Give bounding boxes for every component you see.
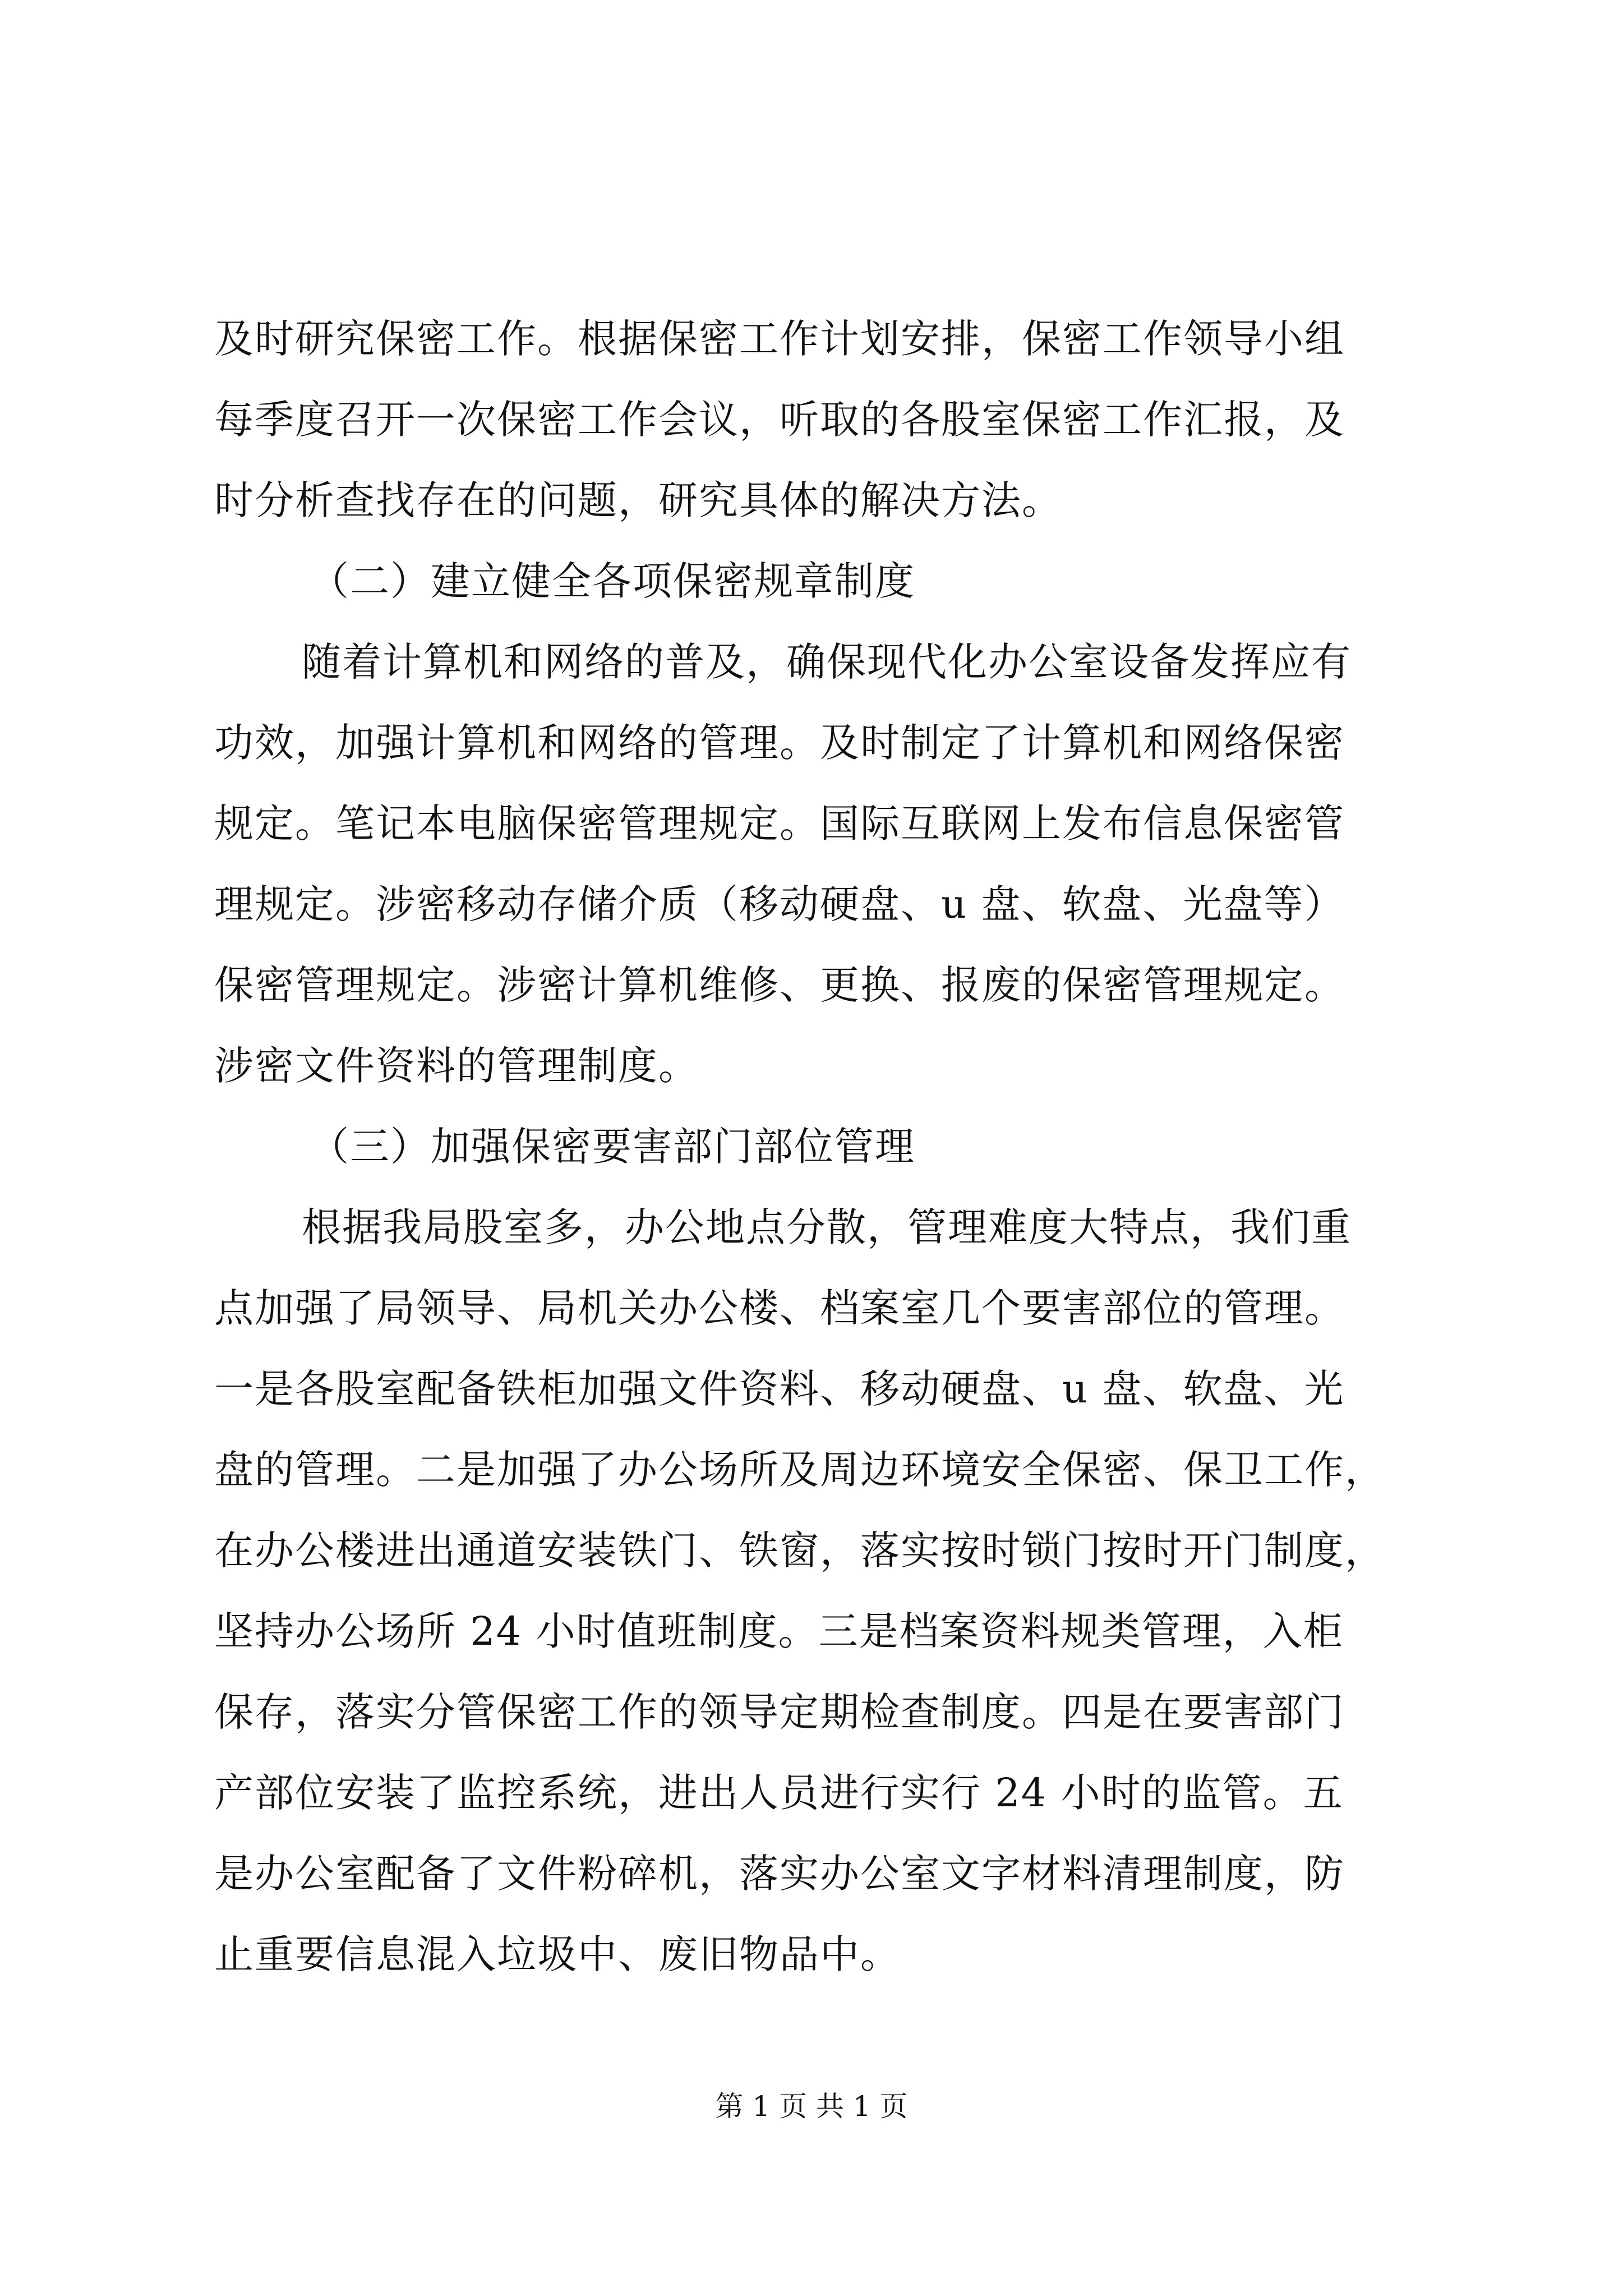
body-text-line: 保存，落实分管保密工作的领导定期检查制度。四是在要害部门 — [214, 1689, 1345, 1735]
body-text-line: 盘的管理。二是加强了办公场所及周边环境安全保密、保卫工作， — [214, 1447, 1385, 1493]
body-text-line: 根据我局股室多，办公地点分散，管理难度大特点，我们重 — [302, 1204, 1352, 1250]
body-text-line: 一是各股室配备铁柜加强文件资料、移动硬盘、u 盘、软盘、光 — [214, 1366, 1345, 1412]
body-text-line: 时分析查找存在的问题，研究具体的解决方法。 — [214, 477, 1062, 523]
body-text-line: 产部位安装了监控系统，进出人员进行实行 24 小时的监管。五 — [214, 1770, 1344, 1816]
body-text-line: 每季度召开一次保密工作会议，听取的各股室保密工作汇报，及 — [214, 397, 1345, 443]
body-text-line: 随着计算机和网络的普及，确保现代化办公室设备发挥应有 — [302, 639, 1352, 685]
body-text-line: 功效，加强计算机和网络的管理。及时制定了计算机和网络保密 — [214, 720, 1345, 766]
body-text-line: 在办公楼进出通道安装铁门、铁窗，落实按时锁门按时开门制度， — [214, 1527, 1385, 1573]
section-heading: （三）加强保密要害部门部位管理 — [310, 1124, 915, 1170]
body-text-line: 涉密文件资料的管理制度。 — [214, 1043, 699, 1089]
body-text-line: 止重要信息混入垃圾中、废旧物品中。 — [214, 1931, 901, 1977]
body-text-line: 理规定。涉密移动存储介质（移动硬盘、u 盘、软盘、光盘等） — [214, 881, 1345, 927]
page-footer: 第 1 页 共 1 页 — [715, 2090, 908, 2123]
body-text-line: 规定。笔记本电脑保密管理规定。国际互联网上发布信息保密管 — [214, 800, 1345, 846]
body-text-line: 点加强了局领导、局机关办公楼、档案室几个要害部位的管理。 — [214, 1285, 1345, 1331]
body-text-line: 及时研究保密工作。根据保密工作计划安排，保密工作领导小组 — [214, 316, 1345, 362]
body-text-line: 保密管理规定。涉密计算机维修、更换、报废的保密管理规定。 — [214, 962, 1345, 1008]
body-text-line: 是办公室配备了文件粉碎机，落实办公室文字材料清理制度，防 — [214, 1851, 1345, 1897]
body-text-line: 坚持办公场所 24 小时值班制度。三是档案资料规类管理，入柜 — [214, 1608, 1344, 1654]
section-heading: （二）建立健全各项保密规章制度 — [310, 558, 915, 604]
